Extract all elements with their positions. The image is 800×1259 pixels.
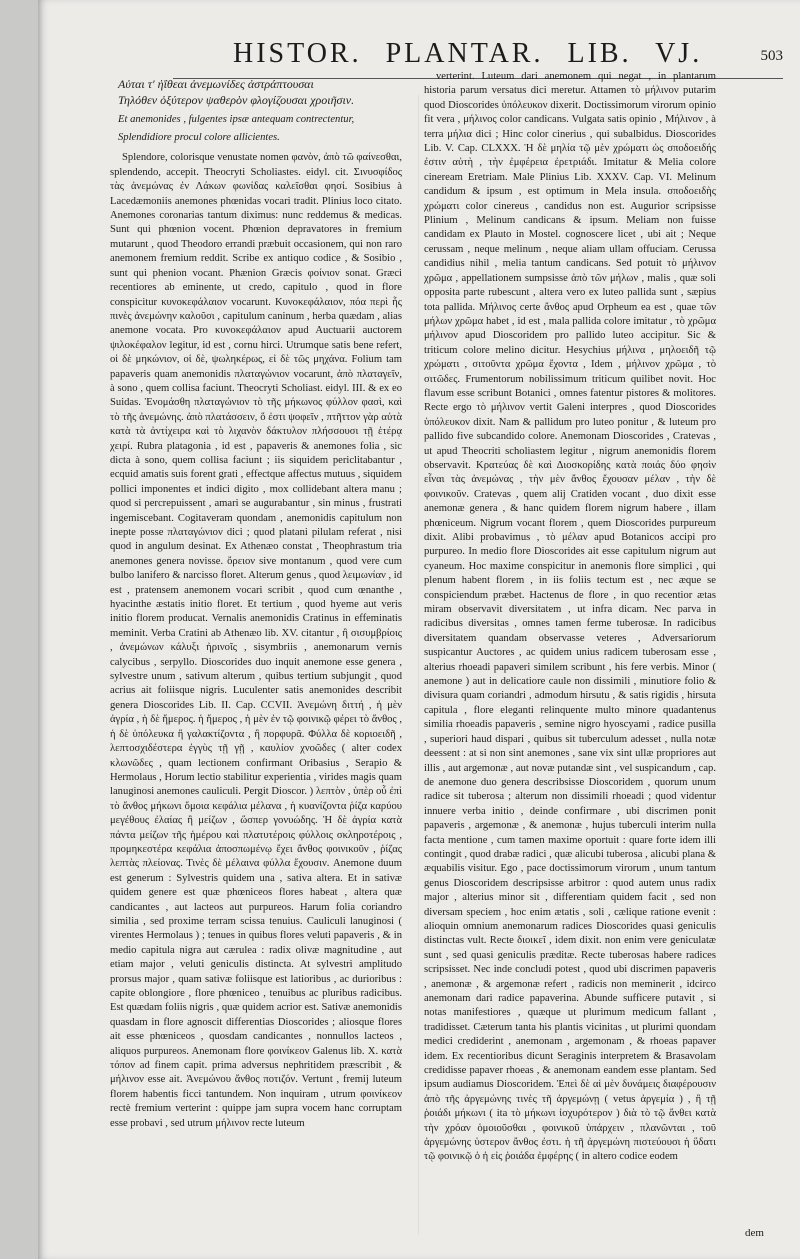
verse-quote (118, 76, 402, 145)
running-head: HISTOR. PLANTAR. LIB. VJ. (233, 38, 703, 69)
body-paragraph: verterint. Luteum dari anemonem qui negat , in plantarum historia parum versatus dici meretur. Attamen τὸ μήλινον putarim quod Dioscorides ὑπόλευκον dixerit. Doctissimorum virorum opinio fit vera , μήλινος color candicans. Vulgata satis opinio , Μήλινον , à terra μήλια dici ; Hinc color cinerius , qui subalbidus. Dioscorides Lib. V. Cap. CLXXX. Ἡ δὲ μηλία τῷ μὲν χρώματι ὡς σποδοειδής ἐστιν αὐτὴ , τὴν ἐμφέρεια ἐρετριάδι. Imitatur & Melia colore cineream Eretriam. Male Plinius Lib. XXXV. Cap. VI. Melinum candidum & ipsum , est optimum in Mela insula. σποδοειδὴς χρώματι color cinereus , candidus non est. Augurior scripsisse Plinium , Melinum candicans & ipsum. Meliam non fuisse candidam ex Plauto in Mostel. cognoscere licet , ubi ait ; Neque cerussam , neque melinum , neque aliam ullam offuciam. Cerussa candidius nihil , melia tantum candicans. Sed potuit τὸ μήλινον χρῶμα , appellationem sumpsisse ἀπὸ τῶν μήλων , malis , quæ soli opposita parte rubescunt , altera vero ex luteo pallida sunt , sæpius tota pallida. Μήλινος certe ἄνθος apud Orpheum ea est , quae τῶν μήλων χρῶμα habet , id est , mala pallida colore imitatur , τὸ χρῶμα μήλινον apud Dioscoridem pro pallido luteo accipitur. Sic & triticum colore melino dicitur. Hesychius μήλινα , μηλοειδῆ τῷ χρώματι , σιτοῦντα χρῶμα ἔχοντα , Idem , μήλινον χρῶμα , τὸ σιτῶδες. Frumentorum nobilissimum triticum quilibet novit. Hoc flavum esse scribunt Botanici , omnes fatentur pistores & molitores. Recte ergo τὸ μήλινον vertit Galeni interpres , quod Dioscorides ὑπόλευκον dixit. Nam & pallidum pro luteo ponitur , & luteum pro pallido five subcandido colore. Anemonam Dioscorides , Cratevas , ut apud Theocriti scholiastem legitur , nigrum anemonidis florem observavit. Κρατεύας δὲ καὶ Διοσκορίδης κατὰ ποιάς δύο φησὶν εἶναι τὰς ἀνεμώνας , τὴν μὲν ἄνθος ἔχουσαν μέλαν , τὴν δὲ φοινικοῦν. Cratevas , quem alij Cratiden vocant , duo dixit esse anemonæ genera , & hanc quidem florem nigrum habere , illam phœniceum. Nigrum vocant florem , quem Dioscorides purpureum dixit. Alibi probavimus , τὸ μέλαν apud Botanicos accipi pro purpureo. In medio flore Dioscorides ait esse capitulum nigrum aut cyaneum. Hoc maxime conspicitur in anemonis flore simplici , qui plenum habent florem , in iis foliis tectum est , nec æque se conspiciendum præbet. Hactenus de flore , in quo recentior ætas miram observavit diversitatem , ut infra dicam. Nec parva in radicibus diversitas , omnes tamen ferme tuberosæ. In radicibus diversitatem quandam observasse veteres , Adversariorum suspicantur Auctores , ac quidem unius radicem tuberosam esse , alterius rhoeadi papaveri similem scribunt , his fere verbis. Minor ( anemone ) aut in delicatiore caule non dissimili , minutiore folio & divisura quam coriandri , admodum hirsutu , & satis rigidis , hirsuta capitula , flore eleganti relinquente multo minore quadantenus similia rhoeadis papaveris , semine nigro hyoscyami , radice pusilla , superiori haud dispari , quibus sit tuberculum adesset , nulla notæ deessent : at si non sint anemones , sane vix sint ullæ propriores aut illis , aut argemonæ , aut novæ putandæ sint , vel suspicandum , cap. de anemone duo genera describsisse Dioscoridem , quorum unum radice sit tuberosa ; alterum non dissimili rhoeadi ; quod videntur innuere verba initio , deinde confirmare , ubi discrimen ponit papaveris , argemonæ , & anemonæ , hujus tuberculi interim nulla facta mentione , cum tamen maxime oportuit : quare forte idem illi contingit , quod drabæ radici , quæ alicubi tuberosa , alicubi plana & æquabilis visitur. Ego , pace doctissimorum virorum , unum tantum genus Dioscoridem descripsisse arbitror : quod autem unus radix major , alterius minor sit , differentiam quidem facit , sed non diversam speciem , hoc enim ætatis , soli , cælique ratione evenit : alioquin omnium anemonarum radices Dioscorides quasi geniculis distinctas vult. Recte διοικεῖ , idem dixit. non enim vere geniculatæ sunt , sed quasi geniculis præditæ. Recte tuberosas habere radices scripsisset. Nec inde concludi potest , quod ubi discrimen papaveris , anemonæ , & argemonæ refert , radicis non meminerit , idcirco anemonam dari radice papaverina. Abunde sufficere putavit , si notas manifestiores , quæque ut plurimum medicum fallant , tradidisset. Cæterum tanta his plantis vicinitas , ut plurimi quondam medici crediderint , anemonam , argemonam , & rhoeas papaver idem. Ex recentioribus dicunt Seraginis interpretem & Brasavolam credidisse papaver rhoeas , & anemonam eandem esse plantam. Sed ipsum audiamus Dioscoridem. Ἐπεὶ δὲ αἱ μὲν δυνάμεις διαφέρουσιν ἀπὸ τῆς ἀργεμώνης τινὲς τῆ ἀργεμώνῃ ( vetus ἀργεμία ) , ἢ τῇ ῥοιάδι μήκωνι ( ita τὸ μήκωνι ἰσχυρότερον ) διὰ τὸ τῷ ἄνθει κατὰ τὴν χρόαν ὁμοιοῦσθαι , φοινικοῦ ὑπάρχειν , πλανῶνται , τοῦ ἀργεμώνης ὑστερον ἄνθος ἐστι. ἡ τῆ ἀργεμώνη πιστεύουσι ἡ ὕδατι τῷ φοινικῷ ὁ ἡ εἰς ῥοιάδα ἐμφέρης ( in altero codice eodem (424, 71, 716, 1163)
catchword: dem (745, 1227, 764, 1239)
right-column (424, 70, 716, 1245)
verse-greek-line: Αὐται τ' ἠΐθεαι ἀνεμωνίδες ἀστράπτουσαι (118, 77, 314, 91)
left-column (110, 70, 402, 1245)
verse-latin-line: Splendidiore procul colore allicientes. (118, 132, 280, 144)
book-page (38, 0, 800, 1259)
verse-greek-line: Τηλόθεν ὀξύτερον ψαθερὸν φλογίζουσαι χροιῆσιν. (118, 93, 355, 108)
column-gutter (418, 95, 419, 1235)
page-number: 503 (760, 48, 783, 64)
body-paragraph: Splendore, colorisque venustate nomen φανὸν, ἀπὸ τῶ φαίνεσθαι, splendendo, accepit. Theocryti Scholiastes. eidyl. cit. Σινυσφίδος τὰς ἀνεμώνας ἐν Λάκων φωνίδας καλεῖσθαι φησί. Sosibius à Lacedæmoniis anemones phœnidas vocari tradit. Plinius loco citato. Anemones coronarias tantum diximus: nunc reddemus & medicas. Sunt qui phœnion vocent. Phœnion depravatores in fremium mutarunt , quod Theodoro errandi præbuit occasionem, qui non raro anemonem fremium reddit. Scribe ex antiquo codice , & Sosibio , sunt qui phenion vocant. Phænion Græcis φοίνιον sonat. Græci recentiores ab eminente, ut credo, capitulo , quod in flore conspicitur κυνοκεφάλαιον vocarunt. Κυνοκεφάλαιον, πόα περὶ ἧς πινὲς ἀνεμώνην καλοῦσι , capitulum caninum , herba quædam , alias anemone vocata. Pro κυνοκεφάλαιον apud Auctuarii auctorem ψιλοκέφαλον legitur, id est , cornu hirci. Utrumque satis bene refert, οἱ δὲ μηκώνιον, οἱ δὲ, ψωληκέρως, εἰ δὲ τῶς μηχάνα. Folium tam papaveris quam anemonidis πλαταγώνιον vocarunt, ἀπὸ πλαταγεῖν, à sono , quem collisa faciunt. Theocryti Scholiast. eidyl. III. & ex eo Suidas. Ἐνομάσθη πλαταγώνιον τὸ τῆς μήκωνος φύλλον φασὶ, καὶ τὸ τῆς ἀνεμώνης. ἀπὸ πλατάσσειν, ὅ ἐστι ψοφεῖν , πτῆττον γὰρ αὐτὰ κατὰ τὰ ἀντίχειρα καὶ τὸ λιχανὸν δάκτυλον πλήσσουσι τῇ ἑτέρᾳ χειρί. Rubra platagonia , id est , papaveris & anemones folia , sic dicta à sono, quem collisa faciunt ; iis siquidem periclitabantur , ecquid amatis suis forent grati , effectque affectus mutuus , siquidem pollici imponentes et indici digito , mox collidebant altera manu ; quod si percrepuissent , amari se augurabantur , sin minus , frustrati ingemiscebant. Cogitaveram quondam , anemonidis capitulum non inepte posse πλαταγώνιον dici ; quod platani pilulam referat , nisi quod in angulum desinat. Ex Athenæo constat , Theophrastum tria anemones genera novisse. ὄρειον sive montanum , quod vere cum bulbo lanifero & narcisso floret. Alterum genus , quod λειμωνίαν , id est , pratensem anemonem vocari scribit , quod cum œnanthe , hyacinthe æstatis initio floret. Et tertium , quod hyeme aut veris initio florem producat. Vernalis anemonidis Cratinus in effeminatis meminit. Verba Cratini ab Athenæo lib. XV. citantur , ἢ σισυμβρίοις , ἀνεμώνων κάλυξι ἠρινοῖς , sisymbriis , anemonarum vernis calycibus , serpyllo. Dioscorides duo inquit anemone esse genera , sylvestre unum , sativum alterum , quibus tertium subjungit , quod acrius ait foliisque nigris. Luculenter satis anemonides describit genera Dioscorides Lib. II. Cap. CCVII. Ἀνεμώνη διττή , ἡ μὲν ἀγρία , ἡ δὲ ἥμερος. ἡ ἥμερος , ἡ μὲν ἐν τῷ φοινικῷ φέρει τὸ ἄνθος , ἡ δὲ ὑπόλευκα ἢ γαλακτίζοντα , ἢ πορφυρᾶ. Φύλλα δὲ κοριοειδῆ , λεπτοσχιδέστερα ἐγγὺς τῇ γῇ , καυλίον χνοῶδες ( alter codex κλωνῶδες , quam lectionem confirmant Oribasius , Serapio & Hermolaus , Horum lectio stabilitur experientia , virides magis quam lanuginosi anemones cauliculi. Pergit Dioscor. ) λεπτὸν , ὑπὲρ οὗ ἐπὶ τὸ ἄνθος μήκωνι ὅμοια κεφάλια μέλανα , ἡ κυανίζοντα ῥίζα καρύου μεγέθους ἐλαίας ἢ μείζων , ὥσπερ γονυώδης. Ἡ δὲ ἀγρία κατὰ πάντα μείζων τῆς ἡμέρου καὶ πλατυτέροις φύλλοις σκληροτέροις , προμηκεστέρα κεφάλια ἀποσπωμένῳ ἔχει ἄνθος φοινικοῦν , ῥίζας λεπτὰς πλείονας. Τινὲς δὲ μέλαινα φύλλα ἔχουσιν. Anemone duum est generum : Sylvestris quidem una , sativa altera. Et in sativæ quidem genere est quæ phœniceos flores habeat , altera quæ candicantes , aut lacteos aut purpureos. Harum folia coriandro similia , sed proxime terram scissa tenuius. Cauliculi lanuginosi ( virentes Hermolaus ) ; tenues in quibus flores veluti papaveris , & in medio capitula nigra aut cærulea : radix olivæ magnitudine , aut etiam major , veluti geniculis distincta. At sylvestri amplitudo prorsus major , quam sativæ foliisque est latioribus , ac durioribus : capite oblongiore , flore phœniceo , tenuibus ac pluribus radicibus. Est quædam foliis nigris , quæ quidem acrior est. Sativæ anemonidis quasdam in flore agnoscit differentias Dioscorides ; aliosque flores ait esse phœniceos , quosdam candicantes , nonnullos lacteos , aliquos purpureos. Anemonam flore φοινίκεον Galenus lib. X. κατὰ τόπον ad finem capit. prima adversus nephritidem præscribit , & μήλινον esse ait. Ἀνεμώνου ἄνθος ποτιζόν. Vertunt , fremij luteum florem habentis ficci tantundem. Non inquiram , utrum φοινίκεον rectè fremium verterint : quippe jam supra vocem hanc corruptam esse probavi , sed utrum μήλινον recte luteum (110, 152, 402, 1129)
verse-latin-line: Et anemonides , fulgentes ipsæ antequam contrectentur, (118, 113, 355, 125)
